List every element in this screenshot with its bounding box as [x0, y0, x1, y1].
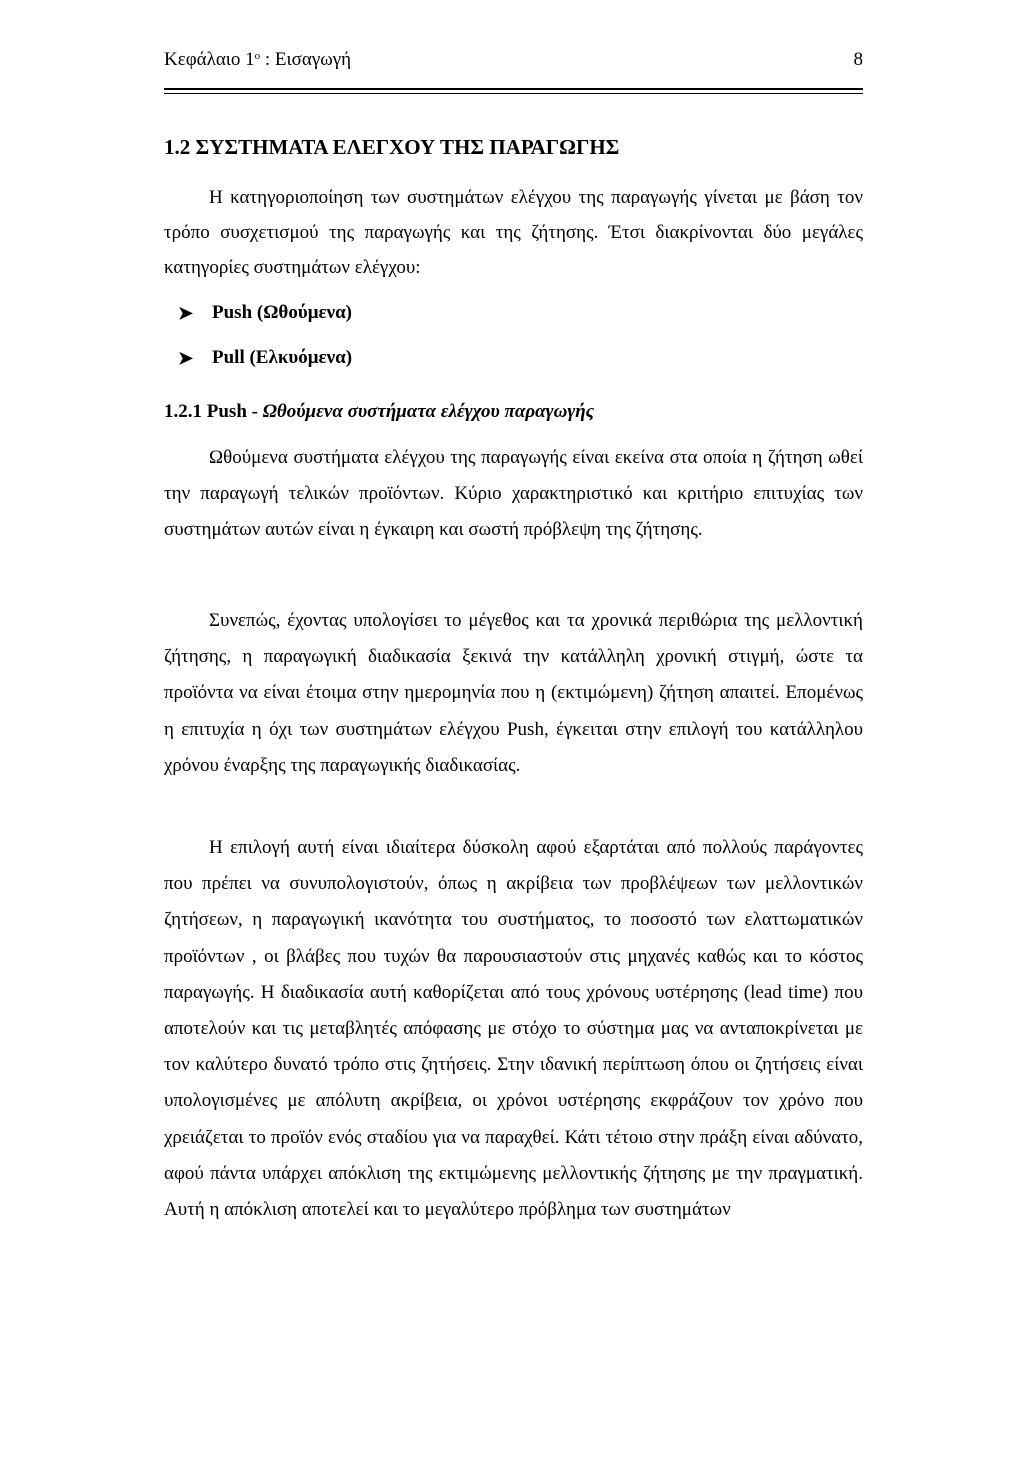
- document-page: [164, 0, 863, 1458]
- chapter-superscript: ο: [254, 50, 261, 62]
- arrow-bullet-icon: ➤: [178, 303, 194, 323]
- body-paragraph: Η επιλογή αυτή είναι ιδιαίτερα δύσκολη αφού εξαρτάται από πολλούς παράγοντες που πρέπει να συνυπολογιστούν, όπως η ακρίβεια των προβλέψεων των μελλοντικών ζητήσεων, η παραγωγική ικανότητα του συστήματος, το ποσοστό των ελαττωματικών προϊόντων , οι βλάβες που τυχών θα παρουσιαστούν στις μηχανές καθώς και το κόστος παραγωγής. Η διαδικασία αυτή καθορίζεται από τους χρόνους υστέρησης (lead time) που αποτελούν και τις μεταβλητές απόφασης με στόχο το σύστημα μας να ανταποκρίνεται με τον καλύτερο δυνατό τρόπο στις ζητήσεις. Στην ιδανική περίπτωση όπου οι ζητήσεις είναι υπολογισμένες με απόλυτη ακρίβεια, οι χρόνοι υστέρησης εκφράζουν τον χρόνο που χρειάζεται το προϊόν ενός σταδίου για να παραχθεί. Κάτι τέτοιο στην πράξη είναι αδύνατο, αφού πάντα υπάρχει απόκλιση της εκτιμώμενης μελλοντικής ζήτησης με την πραγματική. Αυτή η απόκλιση αποτελεί και το μεγαλύτερο πρόβλημα των συστημάτων: [164, 837, 863, 1221]
- header-divider: [164, 88, 863, 94]
- body-paragraph: Ωθούμενα συστήματα ελέγχου της παραγωγής είναι εκείνα στα οποία η ζήτηση ωθεί την παραγωγή τελικών προϊόντων. Κύριο χαρακτηριστικό και κριτήριο επιτυχίας των συστημάτων αυτών είναι η έγκαιρη και σωστή πρόβλεψη της ζήτησης.: [164, 447, 863, 541]
- category-list: [178, 298, 352, 388]
- section-heading: 1.2 ΣΥΣΤΗΜΑΤΑ ΕΛΕΓΧΟΥ ΤΗΣ ΠΑΡΑΓΩΓΗΣ: [164, 135, 620, 159]
- list-item: ➤ Pull (Ελκυόμενα): [178, 343, 352, 388]
- list-item: ➤ Push (Ωθούμενα): [178, 298, 352, 343]
- section-intro-paragraph: Η κατηγοριοποίηση των συστημάτων ελέγχου της παραγωγής γίνεται με βάση τον τρόπο συσχετισμού της παραγωγής και της ζήτησης. Έτσι διακρίνονται δύο μεγάλες κατηγορίες συστημάτων ελέγχου:: [164, 187, 863, 278]
- chapter-label: Κεφάλαιο $1^o$ : Εισαγωγή: [164, 49, 352, 70]
- page-number: 8: [853, 49, 863, 70]
- arrow-bullet-icon: ➤: [178, 348, 194, 368]
- body-paragraph: Συνεπώς, έχοντας υπολογίσει το μέγεθος και τα χρονικά περιθώρια της μελλοντική ζήτησης, η παραγωγική διαδικασία ξεκινά την κατάλληλη χρονική στιγμή, ώστε τα προϊόντα να είναι έτοιμα στην ημερομηνία που η (εκτιμώμενη) ζήτηση απαιτεί. Επομένως η επιτυχία η όχι των συστημάτων ελέγχου Push, έγκειται στην επιλογή του κατάλληλου χρόνου έναρξης της παραγωγικής διαδικασίας.: [164, 610, 863, 776]
- subsection-heading: 1.2.1 Push - Ωθούμενα συστήματα ελέγχου παραγωγής: [164, 401, 595, 422]
- page-header: [164, 46, 863, 74]
